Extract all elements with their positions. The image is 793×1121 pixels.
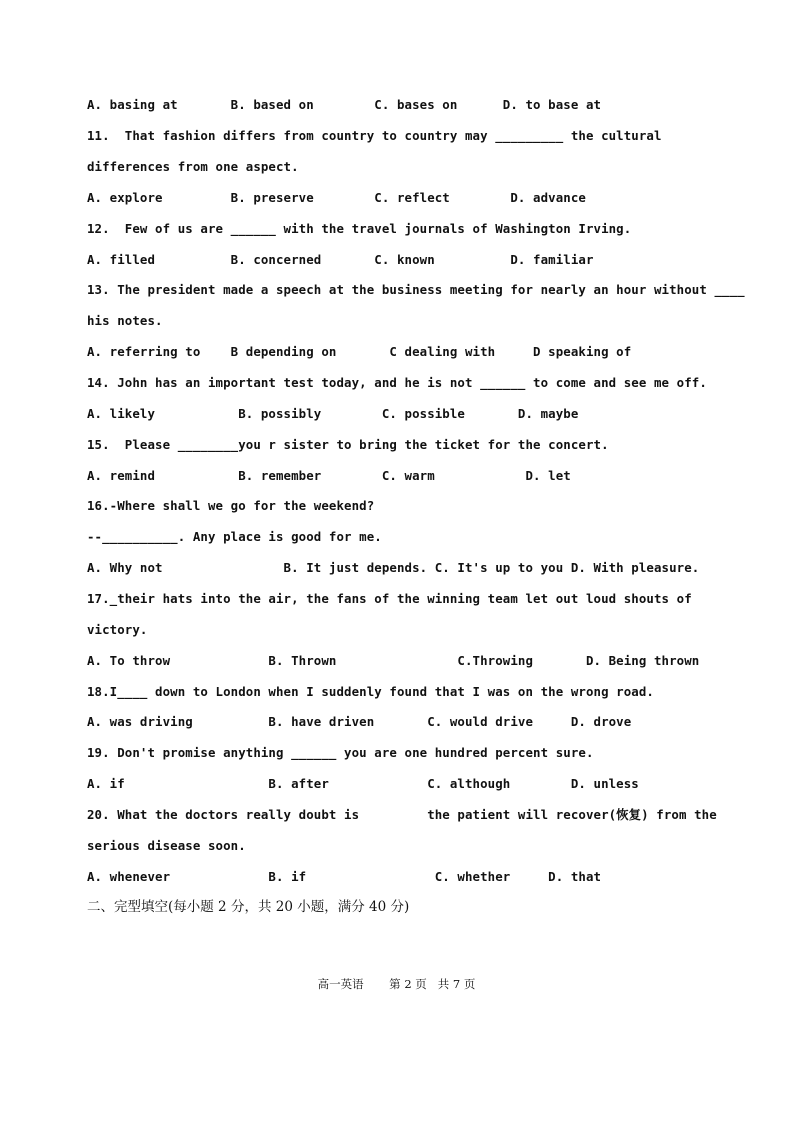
question-line: differences from one aspect. — [87, 159, 299, 174]
question-line: 12. Few of us are ______ with the travel journals of Washington Irving. — [87, 221, 632, 236]
question-line: 17._their hats into the air, the fans of the winning team let out loud shouts of — [87, 591, 692, 606]
question-line: A. whenever B. if C. whether D. that — [87, 869, 602, 884]
question-line: A. remind B. remember C. warm D. let — [87, 468, 571, 483]
question-line: A. basing at B. based on C. bases on D. to base at — [87, 97, 602, 112]
question-line: 14. John has an important test today, and he is not ______ to come and see me off. — [87, 375, 707, 390]
question-line: 16.-Where shall we go for the weekend? — [87, 498, 375, 513]
question-line: 20. What the doctors really doubt is the patient will recover(恢复) from the — [87, 807, 717, 822]
question-line: his notes. — [87, 313, 163, 328]
question-line: A. referring to B depending on C dealing with D speaking of — [87, 344, 632, 359]
question-line: 19. Don't promise anything ______ you are one hundred percent sure. — [87, 745, 594, 760]
question-line: serious disease soon. — [87, 838, 246, 853]
question-line: 11. That fashion differs from country to country may _________ the cultural — [87, 128, 662, 143]
question-line: victory. — [87, 622, 148, 637]
question-line: A. likely B. possibly C. possible D. maybe — [87, 406, 579, 421]
question-line: A. was driving B. have driven C. would drive D. drove — [87, 714, 632, 729]
question-line: 13. The president made a speech at the business meeting for nearly an hour without ____ — [87, 282, 745, 297]
question-line: 15. Please ________you r sister to bring the ticket for the concert. — [87, 437, 609, 452]
question-line: A. Why not B. It just depends. C. It's up to you D. With pleasure. — [87, 560, 700, 575]
question-line: A. explore B. preserve C. reflect D. advance — [87, 190, 586, 205]
question-line: A. To throw B. Thrown C.Throwing D. Being thrown — [87, 653, 700, 668]
page-footer: 高一英语 第 2 页 共 7 页 — [317, 977, 476, 991]
question-line: A. if B. after C. although D. unless — [87, 776, 639, 791]
question-line: 18.I____ down to London when I suddenly found that I was on the wrong road. — [87, 684, 654, 699]
section-heading: 二、完型填空(每小题 2 分，共 20 小题，满分 40 分) — [87, 899, 410, 915]
question-line: A. filled B. concerned C. known D. familiar — [87, 252, 594, 267]
question-line: --__________. Any place is good for me. — [87, 529, 382, 544]
